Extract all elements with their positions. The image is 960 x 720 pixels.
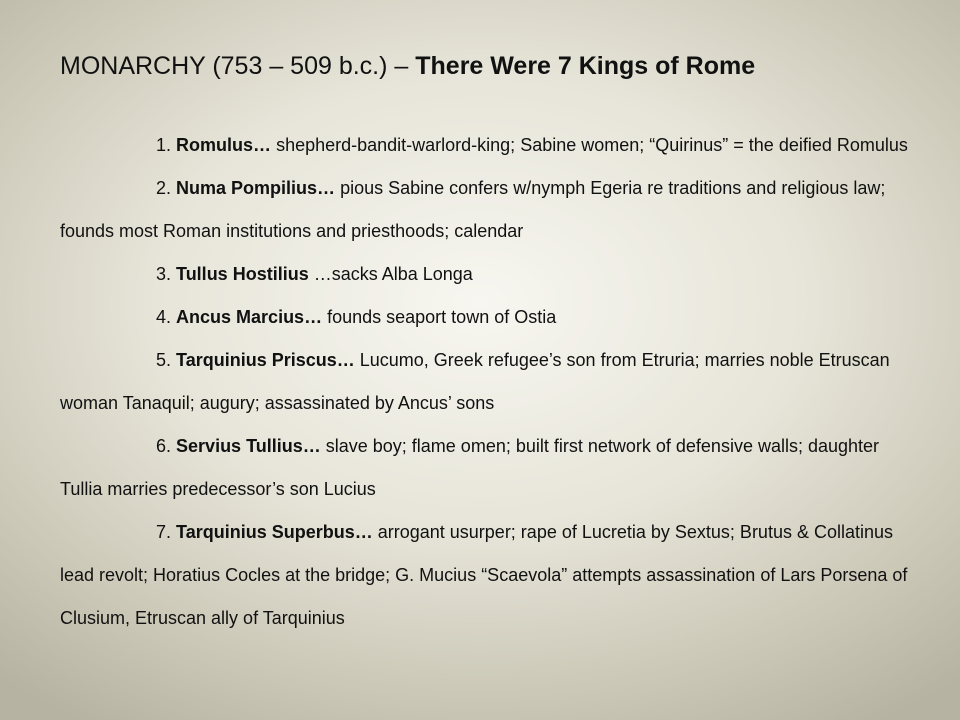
list-item [60,511,910,640]
king-name: Ancus Marcius… [176,307,323,327]
slide-title [60,48,920,84]
king-description: slave boy; flame omen; built first network of defensive walls; daughter Tullia marries predecessor’s son Lucius [60,436,880,499]
list-item [60,339,910,425]
king-number: 4. [156,307,172,327]
king-description: Lucumo, Greek refugee’s son from Etruria; marries noble Etruscan woman Tanaquil; augury; assassinated by Ancus’ sons [60,350,890,413]
king-description: …sacks Alba Longa [313,264,473,284]
king-number: 5. [156,350,172,370]
king-number: 1. [156,135,172,155]
king-number: 7. [156,522,172,542]
kings-list [60,124,910,640]
king-name: Numa Pompilius… [176,178,336,198]
king-number: 6. [156,436,172,456]
king-description: arrogant usurper; rape of Lucretia by Sextus; Brutus & Collatinus lead revolt; Horatius Cocles at the bridge; G. Mucius “Scaevola” attempts assassination of Lars Porsena of Clusium, Etruscan ally of Tarquinius [60,522,908,628]
king-description: shepherd-bandit-warlord-king; Sabine women; “Quirinus” = the deified Romulus [276,135,908,155]
list-item [60,124,910,167]
king-name: Tarquinius Priscus… [176,350,355,370]
title-plain: MONARCHY (753 – 509 b.c.) – [60,52,416,80]
king-name: Tullus Hostilius [176,264,309,284]
list-item [60,167,910,253]
king-name: Servius Tullius… [176,436,321,456]
title-bold: There Were 7 Kings of Rome [415,52,756,80]
king-description: founds seaport town of Ostia [327,307,557,327]
king-name: Tarquinius Superbus… [176,522,373,542]
king-name: Romulus… [176,135,272,155]
list-item [60,253,910,296]
list-item [60,296,910,339]
king-description: pious Sabine confers w/nymph Egeria re traditions and religious law; founds most Roman institutions and priesthoods; calendar [60,178,886,241]
list-item [60,425,910,511]
king-number: 3. [156,264,172,284]
king-number: 2. [156,178,172,198]
